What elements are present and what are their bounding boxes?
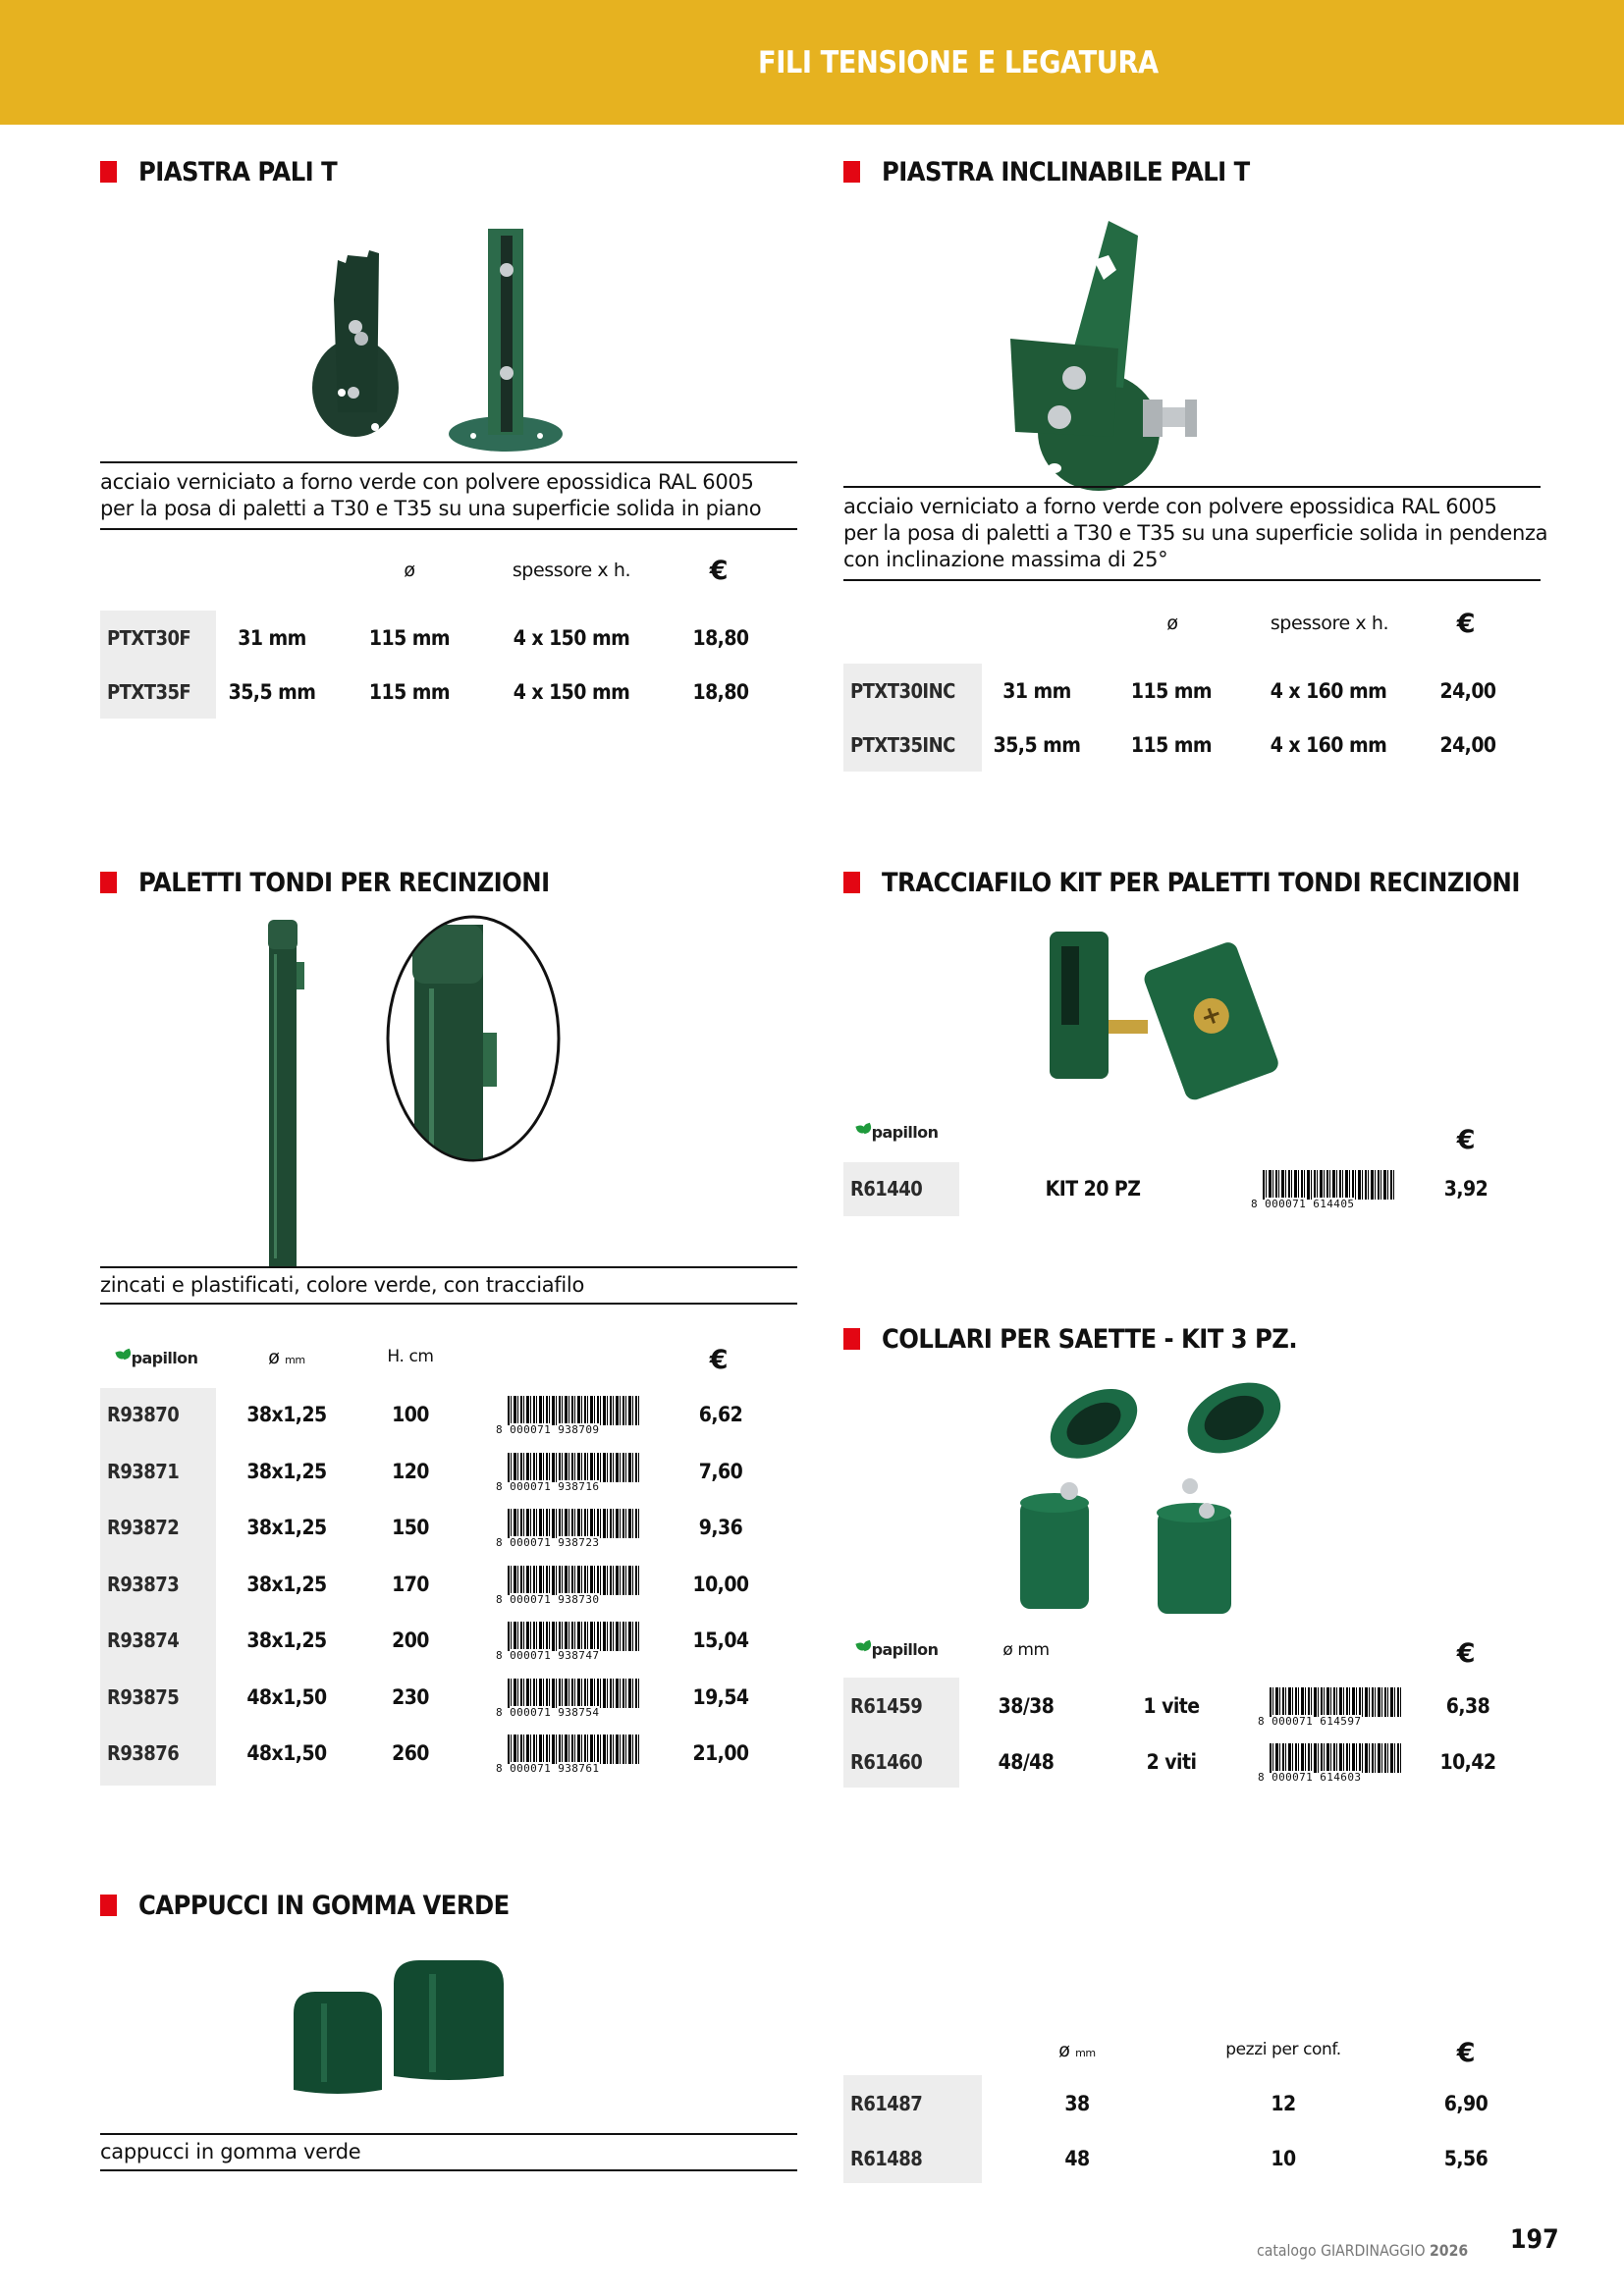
column-header-diameter: ø [1166,613,1178,634]
price: 21,00 [692,1741,749,1765]
ean-prefix: 8 [496,1705,504,1719]
product-image-tracciafilo [1040,917,1334,1113]
diameter: 48x1,50 [246,1741,327,1765]
table-row [100,1673,797,1722]
table-row [843,2134,1541,2183]
brand-name: papillon [871,1640,939,1659]
product-image-collari [1010,1373,1325,1619]
table-row [100,1390,797,1439]
height: 100 [392,1403,429,1426]
ean-prefix: 8 [1258,1771,1266,1784]
brand-name: papillon [871,1123,939,1142]
product-image-cappucci [292,1954,517,2102]
diameter: 115 mm [368,680,451,704]
ean-prefix: 8 [496,1762,504,1775]
price: 15,04 [692,1629,749,1652]
leaf-icon [857,1125,871,1141]
description-line: cappucci in gomma verde [100,2140,361,2163]
height: 260 [392,1741,429,1765]
diameter: 38x1,25 [246,1629,327,1652]
section-heading [843,1324,1343,1354]
barcode-digits [496,1650,599,1661]
size: 31 mm [1002,679,1071,703]
catalog-year: 2026 [1430,2241,1469,2260]
section-title: PIASTRA PALI T [138,156,338,187]
price: 24,00 [1439,733,1496,757]
price: 5,56 [1443,2147,1489,2170]
screws: 1 vite [1143,1694,1200,1718]
ean-prefix: 8 [496,1423,504,1436]
product-code: R93872 [107,1516,180,1539]
diameter: 38x1,25 [246,1459,327,1483]
barcode [496,1396,643,1435]
section-piastra-inclinabile [843,156,1548,766]
table-row [100,1560,797,1609]
barcode-digits [496,1707,599,1718]
size: 35,5 mm [993,733,1081,757]
barcode [1258,1687,1405,1727]
price: 19,54 [692,1684,749,1709]
product-code: R61487 [850,2092,923,2115]
product-table [843,1123,1541,1260]
ean-group-1: 000071 [510,1649,552,1662]
catalog-prefix: catalogo [1257,2241,1317,2260]
barcode-bars [508,1509,641,1538]
ean-group-1: 000071 [510,1479,552,1493]
barcode-bars [508,1396,641,1425]
barcode-bars [508,1679,641,1708]
page-number: 197 [1510,2224,1559,2255]
ean-group-1: 000071 [510,1536,552,1549]
barcode-bars [508,1622,641,1651]
section-title: COLLARI PER SAETTE - KIT 3 PZ. [882,1323,1298,1355]
ean-group-1: 000071 [510,1705,552,1719]
table-row [843,721,1541,770]
barcode [1258,1743,1405,1783]
product-code: R61488 [850,2147,923,2170]
product-code: R61440 [850,1177,923,1201]
column-header-diameter [1058,2040,1096,2061]
ean-group-1: 000071 [1272,1715,1314,1728]
footer-catalog-label [1257,2241,1468,2260]
diameter: 38 [1064,2092,1090,2115]
diameter-symbol: ø [268,1347,280,1368]
table-row [100,1503,797,1552]
section-heading [100,157,359,187]
kit-description: KIT 20 PZ [1045,1177,1141,1201]
ean-group-2: 938709 [558,1423,600,1436]
brand-name: papillon [131,1349,198,1367]
ean-group-1: 000071 [510,1592,552,1606]
brand-logo-papillon [117,1349,198,1367]
barcode-bars [1270,1687,1403,1717]
ean-group-2: 938761 [558,1762,600,1775]
price: 6,90 [1443,2092,1489,2115]
column-header-price: € [1456,1638,1476,1669]
price: 9,36 [698,1516,743,1539]
diameter: 38/38 [998,1694,1055,1718]
section-heading [843,157,1290,187]
section-marker-icon [100,872,117,893]
section-title: PALETTI TONDI PER RECINZIONI [138,867,550,898]
barcode-bars [1263,1170,1396,1200]
size: 31 mm [238,626,306,650]
section-piastra-pali-t [100,157,797,707]
ean-group-2: 938730 [558,1592,600,1606]
product-code: PTXT30F [107,626,191,650]
product-code: R61460 [850,1750,923,1774]
size: 35,5 mm [228,680,316,704]
barcode-digits [1258,1772,1361,1783]
thickness-height: 4 x 160 mm [1270,733,1387,757]
thickness-height: 4 x 160 mm [1270,679,1387,703]
ean-group-2: 614405 [1313,1198,1355,1210]
barcode [1251,1170,1398,1209]
description-line: per la posa di paletti a T30 e T35 su una superficie solida in pendenza [843,521,1548,545]
product-table-cappucci [843,2040,1541,2187]
section-title: TRACCIAFILO KIT PER PALETTI TONDI RECINZIONI [882,867,1520,898]
column-header-pieces: pezzi per conf. [1225,2040,1341,2059]
column-header-price: € [1456,609,1476,639]
ean-group-2: 614603 [1320,1771,1362,1784]
barcode [496,1566,643,1605]
column-header-price: € [1456,2038,1476,2068]
column-header-thickness: spessore x h. [512,560,631,581]
section-title: CAPPUCCI IN GOMMA VERDE [138,1890,510,1921]
section-marker-icon [100,161,117,183]
ean-prefix: 8 [496,1649,504,1662]
product-code: R61459 [850,1694,923,1718]
column-header-price: € [1456,1125,1476,1155]
barcode-digits [1251,1199,1354,1209]
ean-group-2: 614597 [1320,1715,1362,1728]
ean-group-2: 938747 [558,1649,600,1662]
barcode [496,1735,643,1774]
diameter: 115 mm [1130,733,1213,757]
pieces-per-pack: 12 [1271,2092,1296,2115]
product-code: PTXT30INC [850,679,955,703]
column-header-price: € [709,1345,729,1375]
height: 230 [392,1684,429,1709]
diameter: 38x1,25 [246,1516,327,1539]
barcode [496,1453,643,1492]
screws: 2 viti [1146,1750,1197,1774]
section-marker-icon [100,1895,117,1916]
height: 170 [392,1572,429,1596]
barcode-bars [508,1735,641,1764]
ean-group-1: 000071 [1272,1771,1314,1784]
diameter-unit: mm [285,1354,305,1366]
price: 10,00 [692,1572,749,1596]
product-code: R93875 [107,1684,180,1709]
ean-group-2: 938754 [558,1705,600,1719]
diameter-symbol: ø [1058,2040,1070,2061]
diameter: 38x1,25 [246,1572,327,1596]
height: 150 [392,1516,429,1539]
section-marker-icon [843,161,860,183]
section-paletti-tondi [100,868,797,1810]
ean-group-1: 000071 [510,1762,552,1775]
price: 6,62 [698,1403,743,1426]
barcode [496,1679,643,1718]
description-line: con inclinazione massima di 25° [843,548,1168,571]
barcode-digits [496,1537,599,1548]
product-description [100,1266,797,1305]
height: 120 [392,1459,429,1483]
ean-group-2: 938723 [558,1536,600,1549]
product-table [843,1640,1541,1817]
chapter-title: FILI TENSIONE E LEGATURA [758,45,1159,80]
barcode-digits [496,1481,599,1492]
column-header-diameter: ø [404,560,415,581]
barcode-digits [496,1594,599,1605]
diameter: 48/48 [998,1750,1055,1774]
brand-logo-papillon [857,1640,939,1659]
description-line: zincati e plastificati, colore verde, con tracciafilo [100,1273,585,1297]
diameter: 115 mm [368,626,451,650]
product-image-piastra-inclinabile [1010,211,1285,496]
product-code: PTXT35INC [850,733,955,757]
section-title: PIASTRA INCLINABILE PALI T [882,156,1250,187]
column-header-diameter: ø mm [1002,1640,1050,1660]
ean-group-1: 000071 [1265,1198,1307,1210]
section-collari [843,1324,1541,1815]
section-heading [100,1891,551,1920]
price: 10,42 [1439,1750,1496,1774]
table-row [843,1164,1541,1213]
barcode-bars [1270,1743,1403,1773]
pieces-per-pack: 10 [1271,2147,1296,2170]
product-code: R93874 [107,1629,180,1652]
leaf-icon [857,1642,871,1658]
table-row [100,667,797,717]
diameter: 48 [1064,2147,1090,2170]
column-header-height: H. cm [387,1347,434,1366]
ean-prefix: 8 [1258,1715,1266,1728]
product-image-paletti-tondi [257,915,571,1268]
product-description [100,461,797,530]
diameter: 48x1,50 [246,1684,327,1709]
price: 7,60 [698,1459,743,1483]
barcode-bars [508,1566,641,1595]
product-code: PTXT35F [107,680,191,704]
ean-prefix: 8 [496,1536,504,1549]
product-table [100,556,797,707]
product-table [843,609,1541,760]
section-marker-icon [843,872,860,893]
price: 3,92 [1443,1177,1489,1201]
description-line: acciaio verniciato a forno verde con polvere epossidica RAL 6005 [100,470,754,494]
barcode-digits [496,1763,599,1774]
barcode-bars [508,1453,641,1482]
table-row [100,1729,797,1778]
product-table [100,1345,797,1800]
section-tracciafilo [843,868,1541,1260]
product-code: R93873 [107,1572,180,1596]
barcode [496,1622,643,1661]
table-row [843,1682,1541,1731]
product-code: R93876 [107,1741,180,1765]
section-marker-icon [843,1328,860,1350]
table-row [843,667,1541,716]
product-code: R93871 [107,1459,180,1483]
diameter-unit: mm [1075,2047,1096,2059]
price: 18,80 [692,626,749,650]
product-code: R93870 [107,1403,180,1426]
thickness-height: 4 x 150 mm [513,680,630,704]
description-line: per la posa di paletti a T30 e T35 su una superficie solida in piano [100,497,762,520]
diameter: 38x1,25 [246,1403,327,1426]
barcode [496,1509,643,1548]
table-row [843,2079,1541,2128]
ean-group-2: 938716 [558,1479,600,1493]
header-bar [0,0,1624,125]
barcode-digits [1258,1716,1361,1727]
ean-prefix: 8 [496,1479,504,1493]
ean-group-1: 000071 [510,1423,552,1436]
barcode-digits [496,1424,599,1435]
product-description [843,486,1548,581]
brand-logo-papillon [857,1123,939,1142]
catalog-name: GIARDINAGGIO [1321,2241,1426,2260]
price: 6,38 [1445,1694,1490,1718]
product-description [100,2133,797,2171]
column-header-diameter [268,1347,305,1368]
price: 18,80 [692,680,749,704]
table-row [100,1447,797,1496]
table-row [100,1616,797,1665]
price: 24,00 [1439,679,1496,703]
section-heading [100,868,595,897]
column-header-thickness: spessore x h. [1270,613,1389,634]
thickness-height: 4 x 150 mm [513,626,630,650]
ean-prefix: 8 [1251,1198,1259,1210]
ean-prefix: 8 [496,1592,504,1606]
height: 200 [392,1629,429,1652]
table-row [843,1737,1541,1787]
description-line: acciaio verniciato a forno verde con polvere epossidica RAL 6005 [843,495,1497,518]
section-heading [843,868,1591,897]
table-row [100,614,797,663]
column-header-price: € [709,556,729,586]
diameter: 115 mm [1130,679,1213,703]
section-cappucci [100,1891,797,2185]
leaf-icon [117,1351,131,1366]
